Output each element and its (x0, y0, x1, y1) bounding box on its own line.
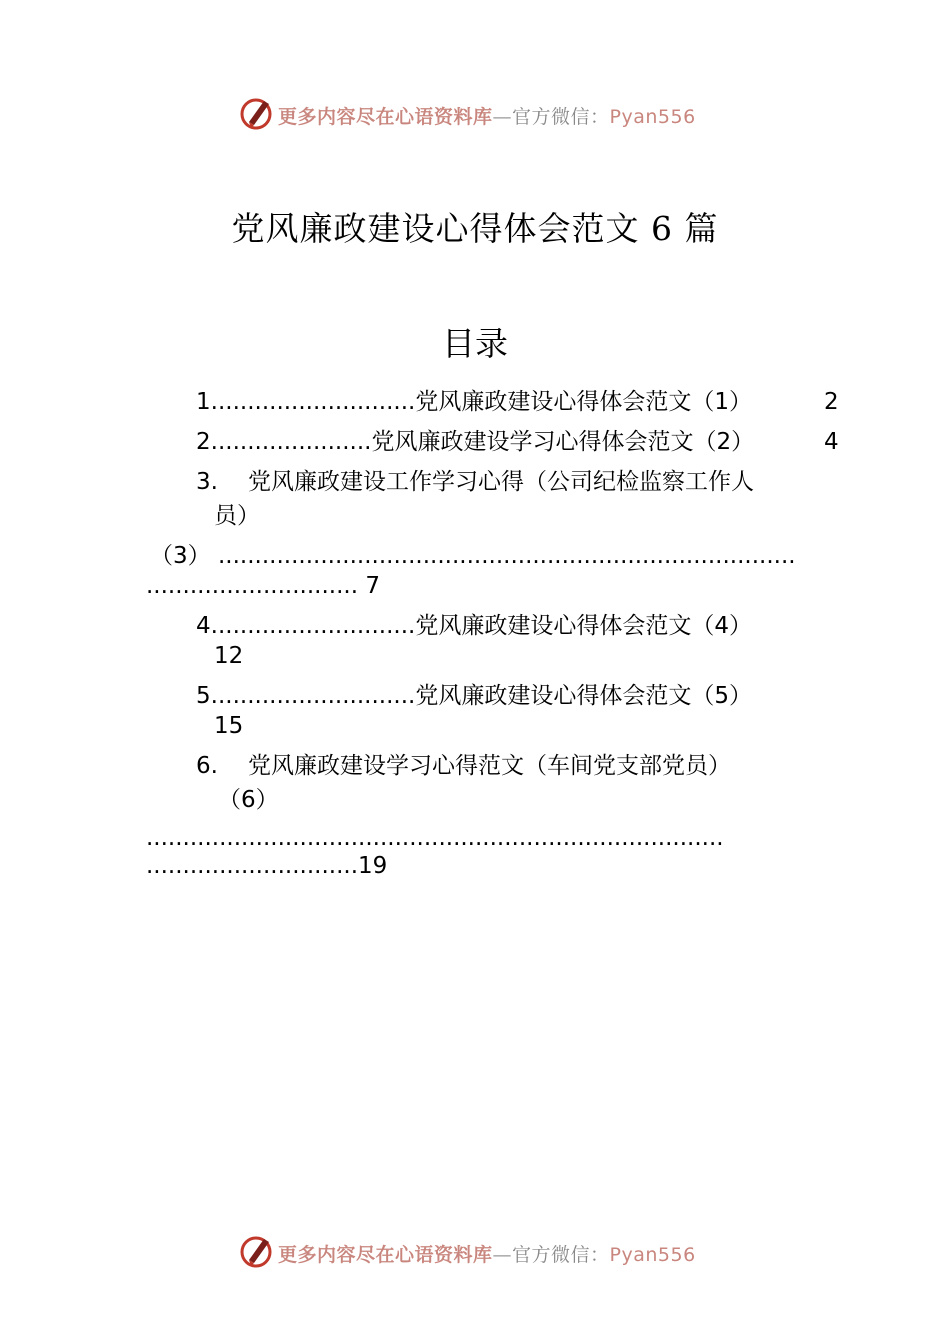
toc-entry-1[interactable] (196, 387, 752, 417)
banner-separator: — (492, 106, 513, 128)
pen-logo-icon (240, 1233, 274, 1269)
document-title: 党风廉政建设心得体会范文 6 篇 (231, 209, 719, 248)
toc-entry-6-line3 (146, 851, 387, 881)
toc-entry-2[interactable] (196, 427, 754, 457)
banner-wechat-id: Pyan556 (609, 106, 696, 128)
toc-entry-number: 5 (196, 683, 211, 709)
toc-entry-3-line3 (146, 571, 380, 601)
banner-wechat-id: Pyan556 (609, 1244, 696, 1266)
toc-entry-number: 4 (196, 613, 211, 639)
toc-entry-3-title-line2: 员） (214, 503, 260, 529)
toc-entry-dots: ...................... (210, 429, 372, 455)
toc-entry-title: 党风廉政建设学习心得体会范文（2） (371, 429, 755, 455)
toc-entry-5-page: 15 (214, 713, 244, 739)
toc-entry-3-suffix: （3） (150, 543, 211, 569)
toc-entry-6-dots: ............................................................................... (146, 825, 724, 851)
banner-wechat-label: 官方微信： (512, 106, 610, 128)
toc-entry-dots: ............................ (210, 683, 416, 709)
toc-entry-3[interactable] (196, 467, 218, 497)
toc-entry-number: 1 (196, 389, 211, 415)
toc-entry-dots: ............................. (146, 573, 359, 599)
toc-entry-dots: ............................ (210, 613, 416, 639)
banner-separator: — (492, 1244, 513, 1266)
footer-banner (0, 1233, 950, 1273)
toc-entry-4[interactable] (196, 611, 752, 641)
toc-entry-2-page: 4 (824, 429, 839, 455)
banner-library-text: 更多内容尽在心语资料库 (278, 1244, 493, 1266)
toc-entry-dots: ............................. (146, 853, 359, 879)
toc-entry-number: 2 (196, 429, 211, 455)
toc-entry-3-dots: ............................................................................... (218, 543, 796, 569)
toc-entry-title: 党风廉政建设心得体会范文（4） (415, 613, 752, 639)
toc-entry-6-page: 19 (358, 853, 388, 879)
toc-entry-number: 3. (196, 469, 218, 495)
banner-library-text: 更多内容尽在心语资料库 (278, 106, 493, 128)
toc-heading: 目录 (442, 324, 508, 363)
toc-entry-dots: ............................ (210, 389, 416, 415)
toc-entry-1-page: 2 (824, 389, 839, 415)
toc-entry-6-suffix: （6） (218, 787, 279, 813)
toc-entry-6-title: 党风廉政建设学习心得范文（车间党支部党员） (248, 753, 731, 779)
toc-entry-3-page: 7 (365, 573, 380, 599)
toc-entry-3-title-line1: 党风廉政建设工作学习心得（公司纪检监察工作人 (248, 469, 754, 495)
toc-entry-title: 党风廉政建设心得体会范文（1） (415, 389, 752, 415)
banner-wechat-label: 官方微信： (512, 1244, 610, 1266)
toc-entry-6[interactable] (196, 751, 218, 781)
toc-entry-5[interactable] (196, 681, 752, 711)
toc-entry-title: 党风廉政建设心得体会范文（5） (415, 683, 752, 709)
toc-entry-4-page: 12 (214, 643, 244, 669)
toc-entry-number: 6. (196, 753, 218, 779)
